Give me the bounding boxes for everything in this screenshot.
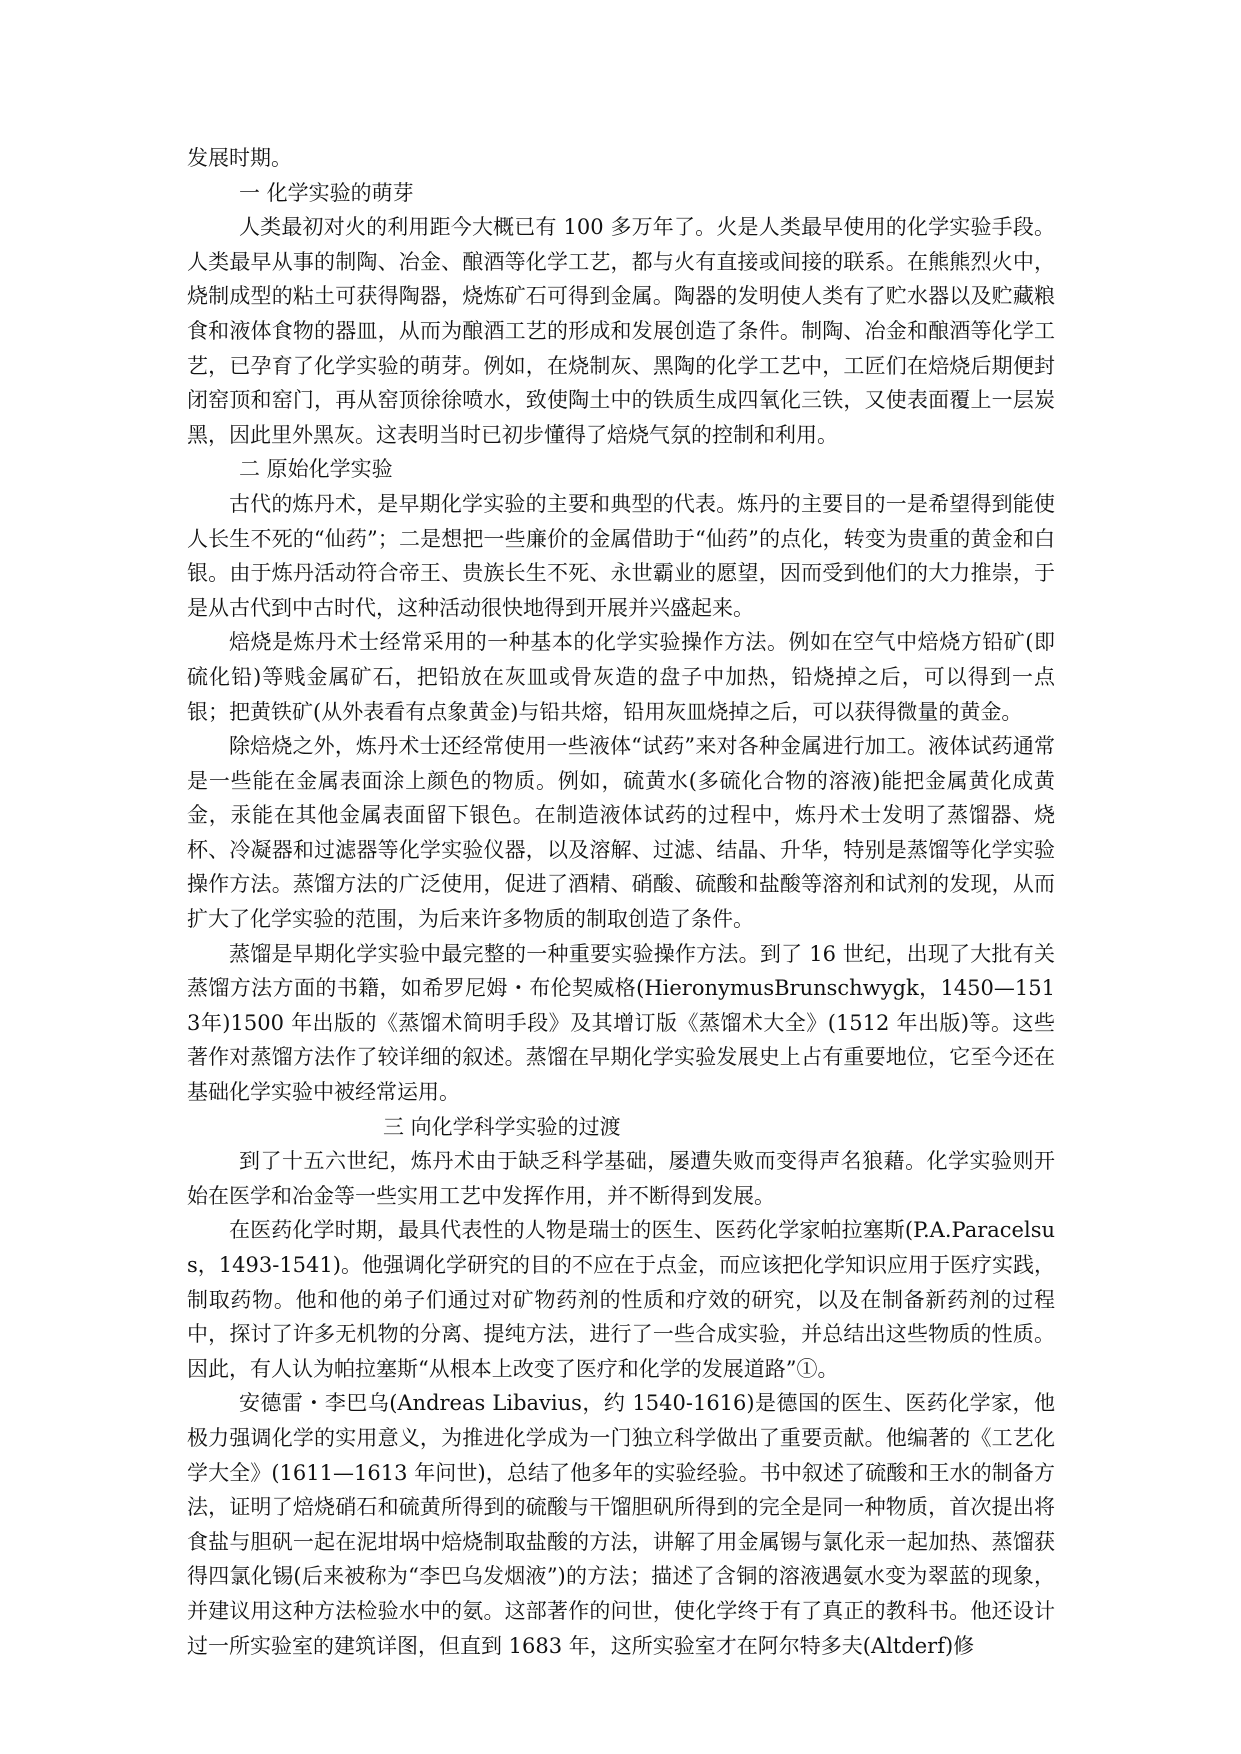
paragraph: 古代的炼丹术，是早期化学实验的主要和典型的代表。炼丹的主要目的一是希望得到能使人长生不死的“仙药”；二是想把一些廉价的金属借助于“仙药”的点化，转变为贵重的黄金和白银。由于炼丹活动符合帝王、贵族长生不死、永世霸业的愿望，因而受到他们的大力推崇，于是从古代到中古时代，这种活动很快地得到开展并兴盛起来。 [187,491,1055,620]
section-heading-2: 二 原始化学实验 [239,457,393,482]
paragraph: 人类最初对火的利用距今大概已有 100 多万年了。火是人类最早使用的化学实验手段。人类最早从事的制陶、冶金、酿酒等化学工艺，都与火有直接或间接的联系。在熊熊烈火中，烧制成型的粘土可获得陶器，烧炼矿石可得到金属。陶器的发明使人类有了贮水器以及贮藏粮食和液体食物的器皿，从而为酿酒工艺的形成和发展创造了条件。制陶、冶金和酿酒等化学工艺，已孕育了化学实验的萌芽。例如，在烧制灰、黑陶的化学工艺中，工匠们在焙烧后期便封闭窑顶和窑门，再从窑顶徐徐喷水，致使陶土中的铁质生成四氧化三铁，又使表面覆上一层炭黑，因此里外黑灰。这表明当时已初步懂得了焙烧气氛的控制和利用。 [187,215,1055,447]
document-body [187,141,1055,1663]
section-heading-3: 三 向化学科学实验的过渡 [383,1114,621,1139]
paragraph: 在医药化学时期，最具代表性的人物是瑞士的医生、医药化学家帕拉塞斯(P.A.Paracelsus，1493-1541)。他强调化学研究的目的不应在于点金，而应该把化学知识应用于医疗实践，制取药物。他和他的弟子们通过对矿物药剂的性质和疗效的研究，以及在制备新药剂的过程中，探讨了许多无机物的分离、提纯方法，进行了一些合成实验，并总结出这些物质的性质。因此，有人认为帕拉塞斯“从根本上改变了医疗和化学的发展道路”①。 [187,1218,1055,1381]
paragraph: 安德雷・李巴乌(Andreas Libavius，约 1540-1616)是德国的医生、医药化学家，他极力强调化学的实用意义，为推进化学成为一门独立科学做出了重要贡献。他编著的《工艺化学大全》(1611—1613 年问世)，总结了他多年的实验经验。书中叙述了硫酸和王水的制备方法，证明了焙烧硝石和硫黄所得到的硫酸与干馏胆矾所得到的完全是同一种物质，首次提出将食盐与胆矾一起在泥坩埚中焙烧制取盐酸的方法，讲解了用金属锡与氯化汞一起加热、蒸馏获得四氯化锡(后来被称为“李巴乌发烟液”)的方法；描述了含铜的溶液遇氨水变为翠蓝的现象，并建议用这种方法检验水中的氨。这部著作的问世，使化学终于有了真正的教科书。他还设计过一所实验室的建筑详图，但直到 1683 年，这所实验室才在阿尔特多夫(Altderf)修 [187,1391,1055,1658]
section-heading-1: 一 化学实验的萌芽 [239,180,414,205]
paragraph: 除焙烧之外，炼丹术士还经常使用一些液体“试药”来对各种金属进行加工。液体试药通常是一些能在金属表面涂上颜色的物质。例如，硫黄水(多硫化合物的溶液)能把金属黄化成黄金，汞能在其他金属表面留下银色。在制造液体试药的过程中，炼丹术士发明了蒸馏器、烧杯、冷凝器和过滤器等化学实验仪器，以及溶解、过滤、结晶、升华，特别是蒸馏等化学实验操作方法。蒸馏方法的广泛使用，促进了酒精、硝酸、硫酸和盐酸等溶剂和试剂的发现，从而扩大了化学实验的范围，为后来许多物质的制取创造了条件。 [187,734,1055,932]
paragraph: 焙烧是炼丹术士经常采用的一种基本的化学实验操作方法。例如在空气中焙烧方铅矿(即硫化铅)等贱金属矿石，把铅放在灰皿或骨灰造的盘子中加热，铅烧掉之后，可以得到一点银；把黄铁矿(从外表看有点象黄金)与铅共熔，铅用灰皿烧掉之后，可以获得微量的黄金。 [187,630,1055,724]
opening-line: 发展时期。 [187,146,292,170]
paragraph: 到了十五六世纪，炼丹术由于缺乏科学基础，屡遭失败而变得声名狼藉。化学实验则开始在医学和冶金等一些实用工艺中发挥作用，并不断得到发展。 [187,1149,1055,1208]
paragraph: 蒸馏是早期化学实验中最完整的一种重要实验操作方法。到了 16 世纪，出现了大批有关蒸馏方法方面的书籍，如希罗尼姆・布伦契威格(HieronymusBrunschwygk，1450—1513年)1500 年出版的《蒸馏术简明手段》及其增订版《蒸馏术大全》(1512 年出版)等。这些著作对蒸馏方法作了较详细的叙述。蒸馏在早期化学实验发展史上占有重要地位，它至今还在基础化学实验中被经常运用。 [187,941,1055,1105]
